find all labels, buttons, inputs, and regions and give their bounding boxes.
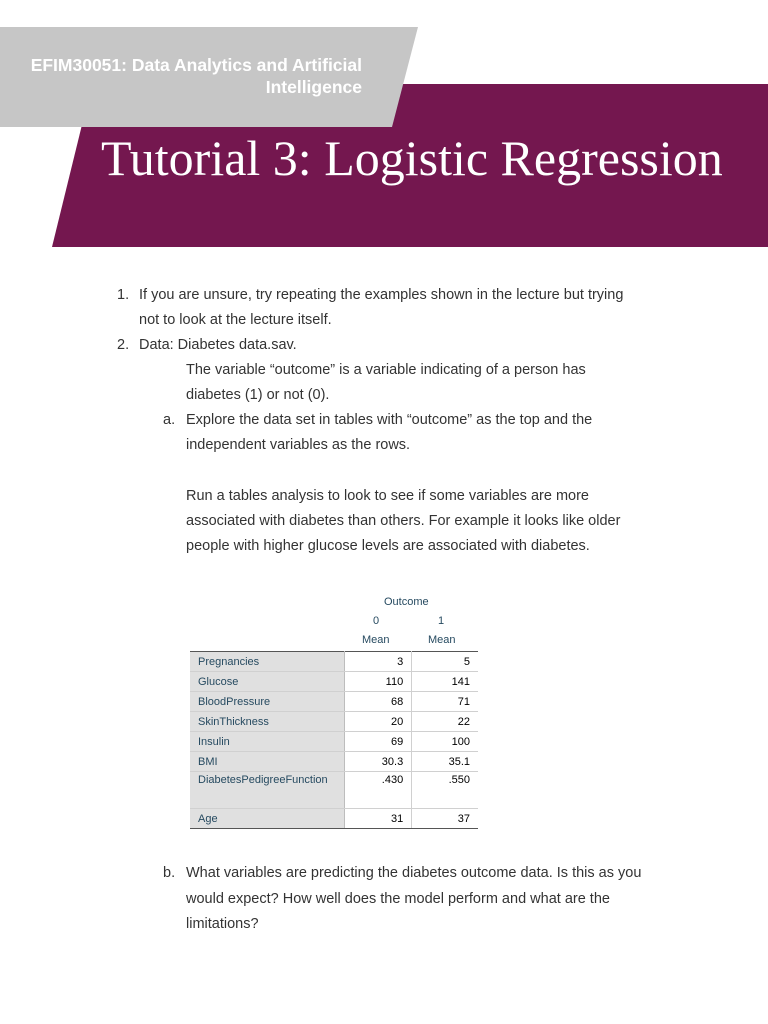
row-label: Glucose (190, 672, 345, 692)
paragraph-line: The variable “outcome” is a variable indicating of a person has (186, 362, 586, 378)
cell-value: 141 (412, 672, 478, 692)
table-grid (190, 651, 478, 829)
paragraph-line: associated with diabetes than others. For example it looks like older (186, 513, 621, 529)
cell-value: 3 (345, 652, 412, 672)
stat-header: Mean (362, 634, 390, 646)
table-group-header: Outcome (384, 596, 429, 608)
cell-value: .550 (412, 772, 478, 809)
list-number: 2. (117, 337, 130, 353)
cell-value: 22 (412, 712, 478, 732)
list-letter: a. (163, 412, 176, 428)
paragraph-line: independent variables as the rows. (186, 437, 411, 453)
list-letter: b. (163, 865, 176, 881)
cell-value: 35.1 (412, 752, 478, 772)
table-row (190, 752, 478, 772)
table-row (190, 772, 478, 809)
cell-value: 110 (345, 672, 412, 692)
row-label (190, 772, 345, 809)
paragraph-line: limitations? (186, 916, 259, 932)
paragraph-line: Explore the data set in tables with “outcome” as the top and the (186, 412, 593, 428)
cell-value: 31 (345, 809, 412, 829)
cell-value: .430 (345, 772, 412, 809)
row-label: BMI (190, 752, 345, 772)
stat-header: Mean (428, 634, 456, 646)
cell-value: 69 (345, 732, 412, 752)
row-label: BloodPressure (190, 692, 345, 712)
table-row (190, 712, 478, 732)
row-label: Pregnancies (190, 652, 345, 672)
cell-value: 71 (412, 692, 478, 712)
paragraph-line: would expect? How well does the model perform and what are the (186, 891, 610, 907)
column-header: 0 (373, 615, 380, 627)
page-title: Tutorial 3: Logistic Regression (101, 130, 723, 186)
paragraph-line: Run a tables analysis to look to see if some variables are more (186, 488, 589, 504)
table-row (190, 672, 478, 692)
row-label: Insulin (190, 732, 345, 752)
table-row (190, 732, 478, 752)
table-row (190, 692, 478, 712)
paragraph-line: not to look at the lecture itself. (139, 312, 332, 328)
row-label: Age (190, 809, 345, 829)
cell-value: 5 (412, 652, 478, 672)
paragraph-line: diabetes (1) or not (0). (186, 387, 330, 403)
row-label: SkinThickness (190, 712, 345, 732)
table-row (190, 809, 478, 829)
paragraph-line: What variables are predicting the diabetes outcome data. Is this as you (186, 865, 642, 881)
cell-value: 68 (345, 692, 412, 712)
column-header: 1 (438, 615, 445, 627)
table-row (190, 652, 478, 672)
paragraph-line: people with higher glucose levels are associated with diabetes. (186, 538, 590, 554)
cell-value: 100 (412, 732, 478, 752)
row-label-text: DiabetesPedigreeFunction (198, 774, 328, 786)
cell-value: 30.3 (345, 752, 412, 772)
cell-value: 37 (412, 809, 478, 829)
paragraph-line: If you are unsure, try repeating the examples shown in the lecture but trying (139, 287, 624, 303)
course-title: EFIM30051: Data Analytics and Artificial Intelligence (30, 55, 362, 97)
cell-value: 20 (345, 712, 412, 732)
list-number: 1. (117, 287, 130, 303)
paragraph-line: Data: Diabetes data.sav. (139, 337, 297, 353)
